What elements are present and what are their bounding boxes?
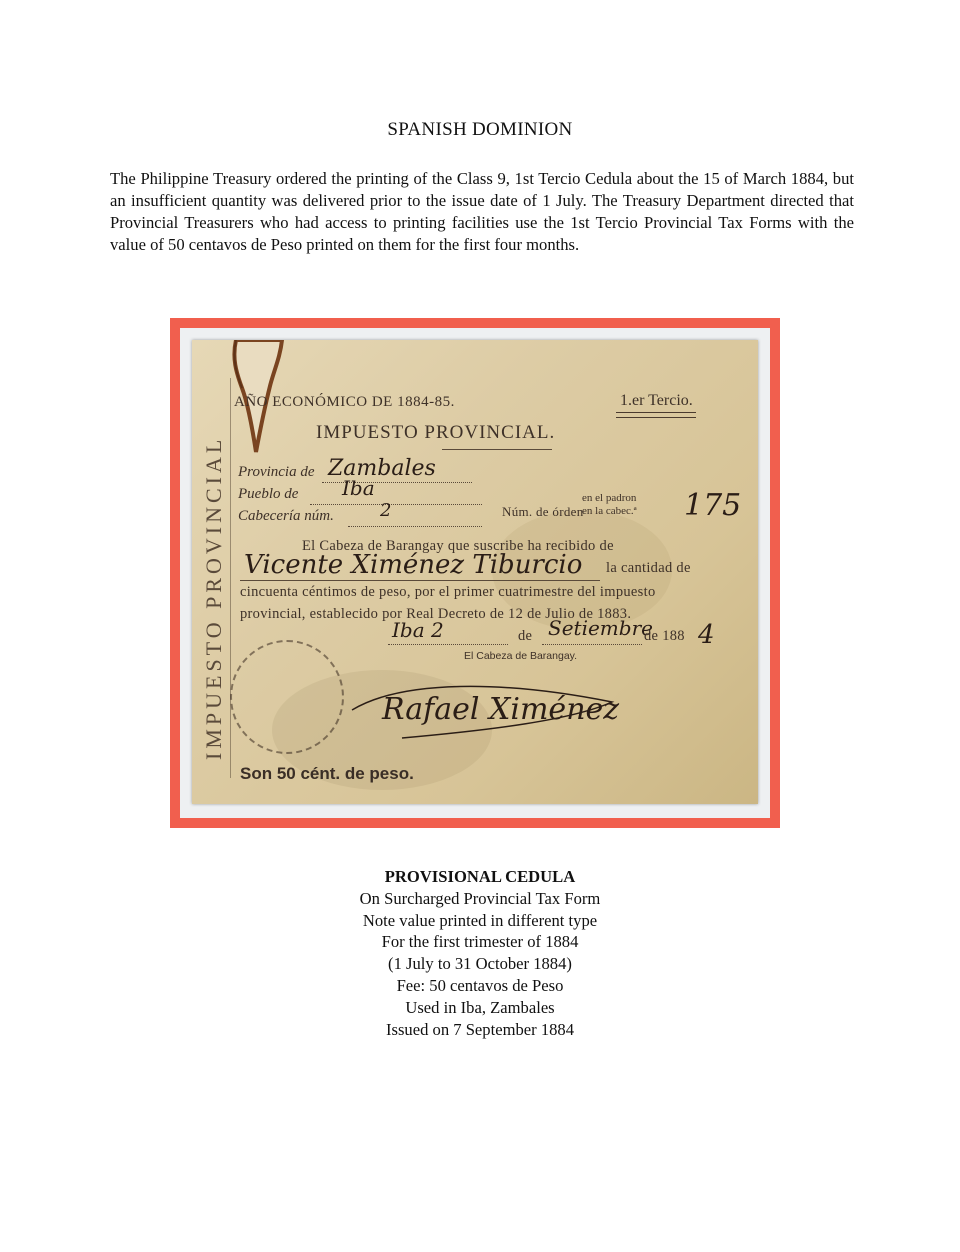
num-orden-sub — [582, 492, 637, 518]
form-title: IMPUESTO PROVINCIAL. — [316, 422, 556, 443]
provincia-label: Provincia de — [238, 464, 315, 480]
de-label: de — [518, 628, 533, 644]
pueblo-value: Iba — [342, 476, 375, 500]
tercio-label: 1.er Tercio. — [620, 392, 693, 409]
caption-line: (1 July to 31 October 1884) — [388, 954, 572, 974]
caption-title: PROVISIONAL CEDULA — [384, 867, 576, 886]
caption-line: Used in Iba, Zambales — [405, 997, 555, 1017]
signature: Rafael Ximénez — [382, 692, 620, 727]
place-line — [388, 644, 508, 645]
value-surcharge-text: Son 50 cént. de peso. — [240, 764, 414, 783]
document-mount — [170, 318, 780, 828]
num-orden-label: Núm. de órden — [502, 504, 584, 519]
num-orden-value: 175 — [684, 488, 742, 523]
caption-block — [0, 866, 960, 1040]
provincia-value: Zambales — [328, 456, 436, 481]
title-rule — [442, 449, 552, 450]
num-orden-sub2: en la cabec.ª — [582, 505, 637, 517]
month-value: Setiembre — [548, 616, 653, 640]
caption-line: For the first trimester of 1884 — [381, 932, 579, 952]
side-imprint-text: IMPUESTO PROVINCIAL — [201, 435, 226, 761]
tercio-underline — [616, 412, 696, 418]
cabeceria-value: 2 — [380, 500, 392, 521]
mount-backing — [180, 328, 770, 818]
recipient-line — [240, 580, 600, 581]
year-label: de 188 — [644, 628, 685, 644]
text-line-1: El Cabeza de Barangay que suscribe ha recibido de — [302, 538, 614, 554]
place-value: Iba 2 — [392, 618, 444, 642]
side-border-panel — [196, 378, 231, 778]
text-line-4: provincial, establecido por Real Decreto de 12 de Julio de 1883. — [240, 606, 632, 622]
recipient-name: Vicente Ximénez Tiburcio — [244, 550, 583, 580]
caption-line: Issued on 7 September 1884 — [385, 1019, 575, 1039]
pueblo-line — [310, 504, 482, 505]
cabeceria-label: Cabecería núm. — [238, 508, 334, 524]
cabeceria-line — [348, 526, 482, 527]
month-line — [542, 644, 642, 645]
cabeza-label: El Cabeza de Barangay. — [464, 650, 578, 662]
caption-line: Fee: 50 centavos de Peso — [396, 975, 564, 995]
pueblo-label: Pueblo de — [238, 486, 299, 502]
caption-line: On Surcharged Provincial Tax Form — [359, 888, 601, 908]
tax-form-document — [192, 340, 758, 804]
fiscal-year-label: AÑO ECONÓMICO DE 1884-85. — [234, 394, 455, 410]
text-line-2-end: la cantidad de — [606, 560, 691, 576]
text-line-3: cincuenta céntimos de peso, por el primer cuatrimestre del impuesto — [240, 584, 656, 600]
caption-line: Note value printed in different type — [362, 910, 598, 930]
page-heading: SPANISH DOMINION — [387, 119, 573, 140]
circular-seal-stamp — [230, 640, 344, 754]
num-orden-sub1: en el padron — [582, 492, 637, 504]
year-value: 4 — [698, 620, 715, 650]
intro-paragraph: The Philippine Treasury ordered the printing of the Class 9, 1st Tercio Cedula about the 15 of March 1884, but an insufficient quantity was delivered prior to the issue date of 1 July. The Treasury Department directed that Provincial Treasurers who had access to printing facilities use the 1st Tercio Provincial Tax Forms with the value of 50 centavos de Peso printed on them for the first four months. — [110, 169, 854, 254]
